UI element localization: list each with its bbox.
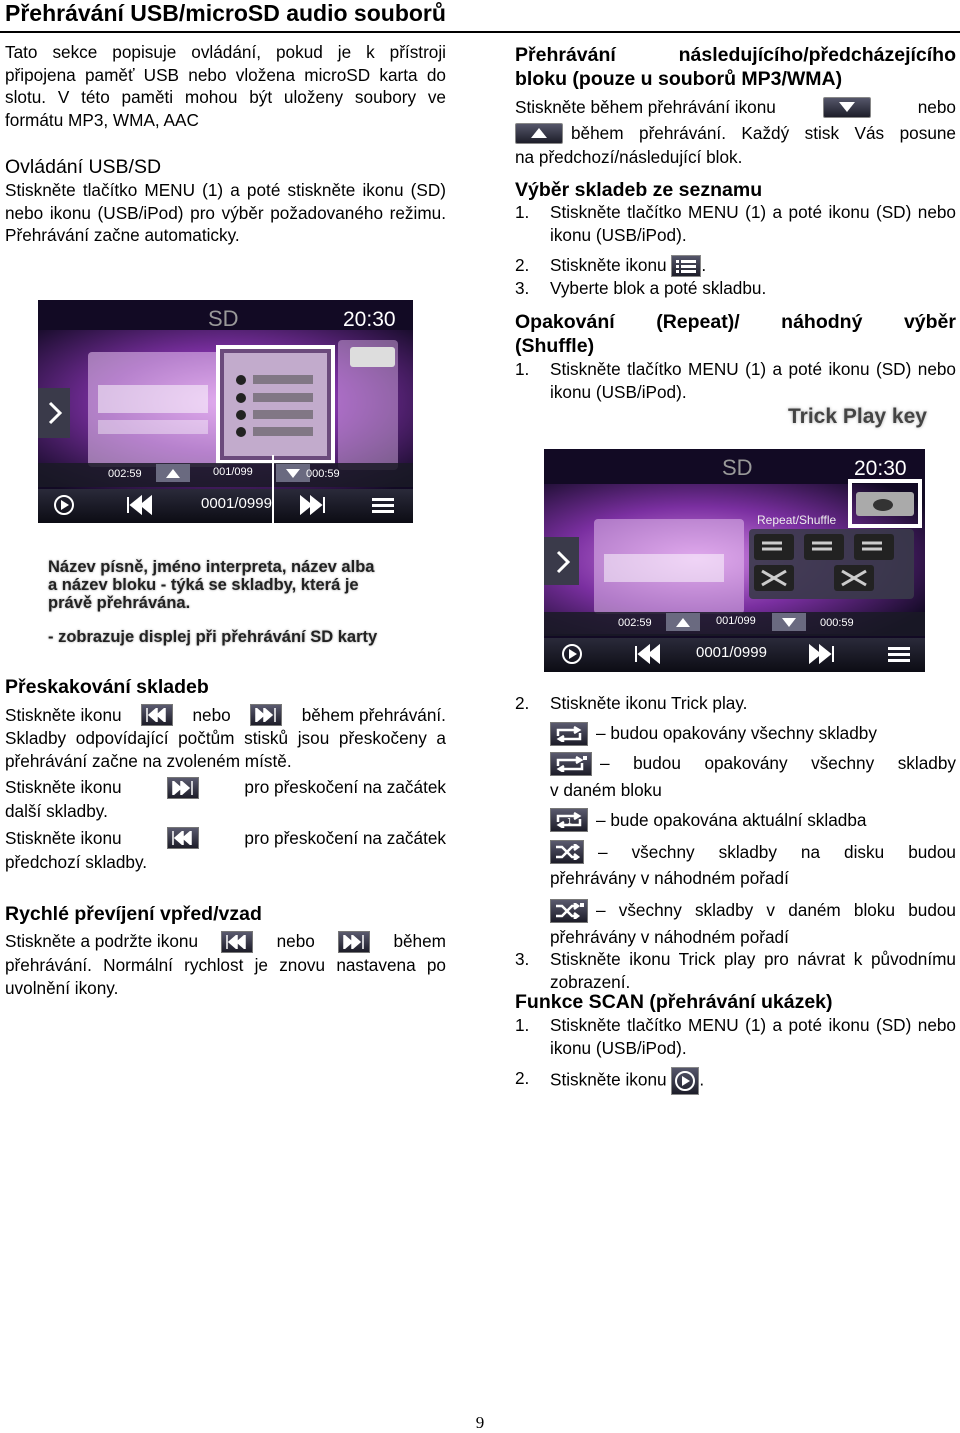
screen1-source: SD (208, 306, 239, 331)
screen1-remain: 000:59 (306, 468, 340, 480)
block-nav-heading-2: bloku (pouze u souborů MP3/WMA) (515, 68, 843, 90)
skip-text-4c: předchozí skladby. (5, 851, 148, 872)
sd-playback-screen (38, 300, 413, 523)
shuffle-block-text: – všechny skladby v daném bloku budou (596, 900, 956, 921)
skip-text-1a: Stiskněte ikonu (5, 704, 122, 725)
trick-steps (515, 692, 956, 993)
list-select-steps (515, 201, 956, 300)
list-step-2-tail: . (701, 255, 707, 275)
next-track-icon-2 (167, 777, 199, 799)
skip-text-3c: další skladby. (5, 801, 108, 821)
repeat-block-option (550, 749, 956, 779)
repeat-step-1-text: Stiskněte tlačítko MENU (1) a poté ikonu (SD) nebo ikonu (USB/iPod). (550, 359, 956, 402)
next-track-icon (250, 704, 282, 726)
list-step-2 (515, 254, 956, 277)
scan-step-2-tail: . (699, 1069, 705, 1090)
svg-text:1: 1 (567, 817, 573, 826)
sd-screen-graphic (38, 300, 413, 523)
skip-text-4a: Stiskněte ikonu (5, 827, 122, 848)
rewind-icon (221, 931, 253, 953)
caption-line-1: Název písně, jméno interpreta, název alba (48, 558, 375, 576)
skip-text-3a: Stiskněte ikonu (5, 777, 122, 798)
shuffle-block-icon (550, 899, 588, 923)
repeat-all-text: – budou opakovány všechny skladby (596, 723, 877, 744)
prev-track-icon-2 (167, 827, 199, 849)
shuffle-all-icon (550, 840, 584, 864)
caption-line-4: - zobrazuje displej při přehrávání SD karty (48, 628, 378, 646)
list-step-3 (515, 277, 956, 300)
repeat-step-1-num: 1. (515, 359, 530, 379)
list-icon (671, 255, 701, 277)
trick-step-3-num: 3. (515, 949, 530, 969)
prev-track-icon (141, 704, 173, 726)
skip-text-2: Skladby odpovídající počtům stisků jsou přeskočeny a přehrávání začne na zvoleném místě. (5, 728, 446, 771)
repeat-screen-graphic (544, 449, 925, 672)
scan-step-1-num: 1. (515, 1015, 530, 1035)
shuffle-all-option (550, 837, 956, 867)
scan-step-2 (515, 1067, 956, 1095)
screen2-track: 0001/0999 (696, 644, 767, 661)
fast-forward-icon (338, 931, 370, 953)
shuffle-all-text: – všechny skladby na disku budou (598, 841, 956, 862)
ff-text (5, 929, 446, 999)
caption-line-3: právě přehrávána. (48, 594, 191, 612)
list-step-1-text: Stiskněte tlačítko MENU (1) a poté ikonu (SD) nebo ikonu (USB/iPod). (550, 202, 956, 245)
trick-step-3-text: Stiskněte ikonu Trick play pro návrat k původnímu zobrazení. (550, 949, 956, 992)
trick-step-2-num: 2. (515, 693, 530, 713)
repeat-all-icon (550, 722, 588, 746)
ff-text-1b: nebo (276, 931, 315, 952)
list-step-2-text: Stiskněte ikonu (550, 255, 667, 275)
scan-step-2-num: 2. (515, 1068, 530, 1088)
screen2-panel-title: Repeat/Shuffle (757, 513, 837, 527)
list-step-3-text: Vyberte blok a poté skladbu. (550, 278, 767, 299)
list-step-3-num: 3. (515, 278, 530, 299)
screen1-track: 0001/0999 (201, 495, 272, 512)
shuffle-all-text-2: přehrávány v náhodném pořadí (550, 868, 789, 888)
shuffle-block-option (550, 896, 956, 926)
screen2-source: SD (722, 455, 753, 480)
block-nav-text-1b: nebo (917, 96, 956, 117)
screen1-elapsed: 002:59 (108, 468, 142, 480)
skip-text-4b: pro přeskočení na začátek (244, 827, 446, 848)
screen2-time: 20:30 (854, 457, 907, 480)
caption-line-2: a název bloku - týká se skladby, která je (48, 576, 359, 594)
skip-heading: Přeskakování skladeb (5, 676, 209, 698)
screen1-time: 20:30 (343, 308, 396, 331)
repeat-block-icon (550, 752, 592, 776)
list-step-2-num: 2. (515, 255, 530, 275)
repeat-one-icon (550, 808, 588, 832)
repeat-heading: Opakování (Repeat)/ náhodný výběr (515, 311, 956, 333)
title-rule (0, 31, 960, 33)
ff-heading: Rychlé převíjení vpřed/vzad (5, 903, 262, 925)
repeat-shuffle-screen (544, 449, 925, 672)
list-select-heading: Výběr skladeb ze seznamu (515, 179, 763, 201)
skip-text-3b: pro přeskočení na začátek (244, 777, 446, 798)
repeat-block-text: – budou opakovány všechny skladby (600, 753, 956, 774)
block-nav-text-1a: Stiskněte během přehrávání ikonu (515, 96, 776, 117)
repeat-one-option (550, 805, 956, 835)
control-text: Stiskněte tlačítko MENU (1) a poté stiskněte ikonu (SD) nebo ikonu (USB/iPod) pro výběr požadovaného režimu. Přehrávání začne automaticky. (5, 180, 446, 245)
skip-text (5, 703, 446, 873)
repeat-one-text: – bude opakována aktuální skladba (596, 809, 867, 830)
skip-text-1c: během přehrávání. (301, 704, 446, 725)
block-up-icon (515, 123, 563, 144)
scan-step-1 (515, 1014, 956, 1059)
screen1-caption (48, 558, 377, 646)
repeat-step-1 (515, 358, 956, 403)
trick-play-label: Trick Play key (788, 405, 927, 428)
trick-step-2-text: Stiskněte ikonu Trick play. (550, 693, 748, 713)
scan-steps (515, 1014, 956, 1095)
page-number: 9 (475, 1413, 485, 1432)
shuffle-block-text-2: přehrávány v náhodném pořadí (550, 926, 789, 947)
screen1-block: 001/099 (213, 466, 253, 478)
block-down-icon (823, 97, 871, 118)
list-step-1-num: 1. (515, 202, 530, 222)
repeat-heading-2: (Shuffle) (515, 335, 595, 357)
page-title: Přehrávání USB/microSD audio souborů (5, 0, 446, 26)
control-heading: Ovládání USB/SD (5, 156, 162, 178)
scan-heading: Funkce SCAN (přehrávání ukázek) (515, 991, 833, 1013)
block-nav-text-3: na předchozí/následující blok. (515, 147, 743, 167)
skip-text-1b: nebo (192, 704, 231, 725)
scan-step-2-text: Stiskněte ikonu (550, 1069, 667, 1090)
intro-text: Tato sekce popisuje ovládání, pokud je k přístroji připojena paměť USB nebo vložena microSD karta do slotu. V této paměti mohou být uloženy soubory ve formátu MP3, WMA, AAC (5, 42, 446, 130)
scan-step-1-text: Stiskněte tlačítko MENU (1) a poté ikonu (SD) nebo ikonu (USB/iPod). (550, 1015, 956, 1058)
list-step-1 (515, 201, 956, 246)
block-nav-text-2: během přehrávání. Každý stisk Vás posune (571, 122, 956, 143)
ff-text-2: přehrávání. Normální rychlost je znovu nastavena po uvolnění ikony. (5, 955, 446, 998)
ff-text-1a: Stiskněte a podržte ikonu (5, 931, 198, 952)
block-nav-heading: Přehrávání následujícího/předcházejícího (515, 44, 956, 66)
trick-step-3 (515, 948, 956, 993)
repeat-all-option (550, 721, 956, 747)
repeat-block-text-2: v daném bloku (550, 779, 662, 800)
screen2-block: 001/099 (716, 615, 756, 627)
screen2-remain: 000:59 (820, 617, 854, 629)
trick-step-2 (515, 692, 956, 715)
block-nav-text (515, 94, 956, 169)
scan-icon (671, 1067, 699, 1095)
screen2-elapsed: 002:59 (618, 617, 652, 629)
ff-text-1c: během (393, 931, 446, 952)
